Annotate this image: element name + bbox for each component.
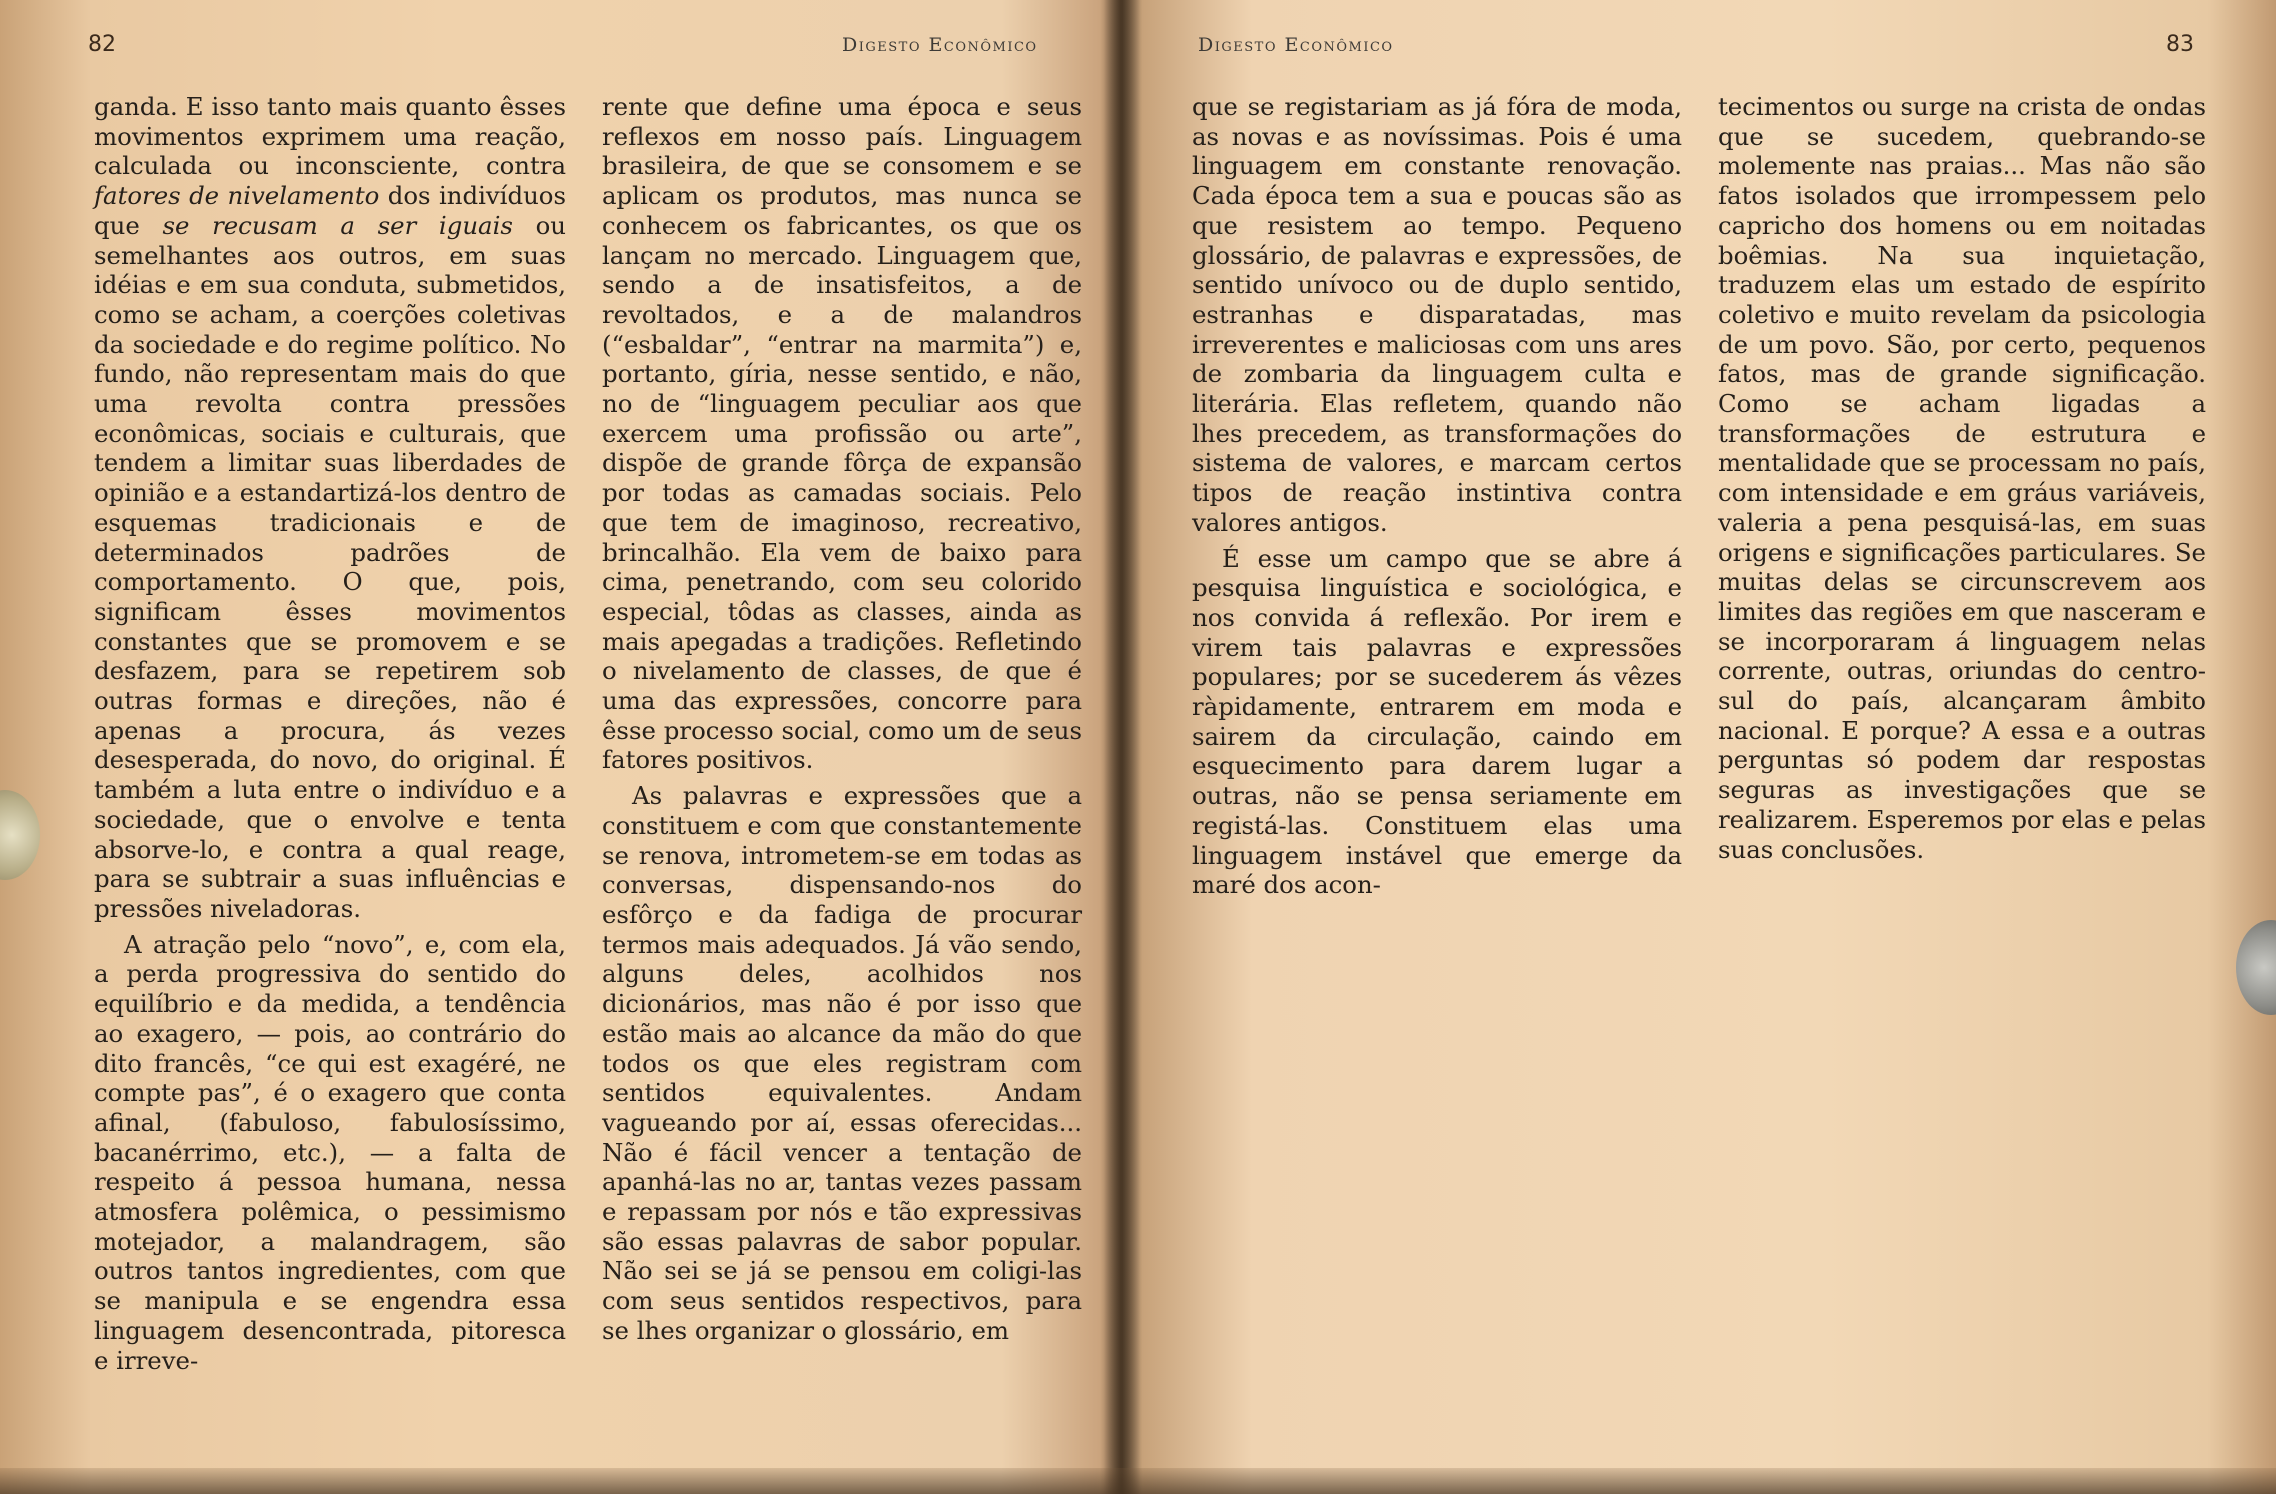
page-number-left: 82 [88,32,116,57]
left-column-1 [94,92,566,1375]
paragraph: É esse um campo que se abre á pesquisa linguística e sociológica, e nos convida á reflexão. Por irem e virem tais palavras e expressões populares; por se sucederem ás vêzes ràpidamente, entrarem em moda e sairem da circulação, caindo em esquecimento para darem lugar a outras, não se pensa seriamente em registá-las. Constituem elas uma linguagem instável que emerge da maré dos acon- [1192,543,1682,900]
paragraph: As palavras e expressões que a constituem e com que constantemente se renova, intrometem-se em todas as conversas, dispensando-nos do esfôrço e da fadiga de procurar termos mais adequados. Já vão sendo, alguns deles, acolhidos nos dicionários, mas não é por isso que estão mais ao alcance da mão do que todos os que eles registram com sentidos equivalentes. Andam vagueando por aí, essas oferecidas... Não é fácil vencer a tentação de apanhá-las no ar, tantas vezes passam e repassam por nós e tão expressivas são essas palavras de sabor popular. Não sei se já se pensou em coligi-las com seus sentidos respectivos, para se lhes organizar o glossário, em [602,781,1082,1345]
paragraph: rente que define uma época e seus reflexos em nosso país. Linguagem brasileira, de que se consomem e se aplicam os produtos, mas nunca se conhecem os fabricantes, os que os lançam no mercado. Linguagem que, sendo a de insatisfeitos, a de revoltados, e a de malandros (“esbaldar”, “entrar na marmita”) e, portanto, gíria, nesse sentido, e não, no de “linguagem peculiar aos que exercem uma profissão ou arte”, dispõe de grande fôrça de expansão por todas as camadas sociais. Pelo que tem de imaginoso, recreativo, brincalhão. Ela vem de baixo para cima, penetrando, com seu colorido especial, tôdas as classes, ainda as mais apegadas a tradições. Refletindo o nivelamento de classes, de que é uma das expressões, concorre para êsse processo social, como um de seus fatores positivos. [602,92,1082,775]
paragraph: que se registariam as já fóra de moda, as novas e as novíssimas. Pois é uma linguagem em constante renovação. Cada época tem a sua e poucas são as que resistem ao tempo. Pequeno glossário, de palavras e expressões, de sentido unívoco ou de duplo sentido, estranhas e disparatadas, mas irreverentes e maliciosas com uns ares de zombaria da linguagem culta e literária. Elas refletem, quando não lhes precedem, as transformações do sistema de valores, e marcam certos tipos de reação instintiva contra valores antigos. [1192,92,1682,537]
emphasis-text: fatores de nivelamento [94,181,380,211]
page-bottom-edge [0,1468,2276,1494]
running-head-right: Digesto Econômico [1198,34,1394,56]
paragraph: ganda. E isso tanto mais quanto êsses movimentos exprimem uma reação, calculada ou inconsciente, contra fatores de nivelamento dos indivíduos que se recusam a ser iguais ou semelhantes aos outros, em suas idéias e em sua conduta, submetidos, como se acham, a coerções coletivas da sociedade e do regime político. No fundo, não representam mais do que uma revolta contra pressões econômicas, sociais e culturais, que tendem a limitar suas liberdades de opinião e a estandartizá-los dentro de esquemas tradicionais e de determinados padrões de comportamento. O que, pois, significam êsses movimentos constantes que se promovem e se desfazem, para se repetirem sob outras formas e direções, não é apenas a procura, ás vezes desesperada, do novo, do original. É também a luta entre o indivíduo e a sociedade, que o envolve e tenta absorve-lo, e contra a qual reage, para se subtrair a suas influências e pressões niveladoras. [94,92,566,923]
right-column-1 [1192,92,1682,900]
right-page [1130,0,2276,1494]
left-column-2 [602,92,1082,1346]
page-number-right: 83 [2166,32,2194,57]
running-head-left: Digesto Econômico [842,34,1038,56]
right-column-2 [1718,92,2206,864]
paragraph: tecimentos ou surge na crista de ondas que se sucedem, quebrando-se molemente nas praias... Mas não são fatos isolados que irrompessem pelo capricho dos homens ou em noitadas boêmias. Na sua inquietação, traduzem elas um estado de espírito coletivo e muito revelam da psicologia de um povo. São, por certo, pequenos fatos, mas de grande significação. Como se acham ligadas a transformações de estrutura e mentalidade que se processam no país, com intensidade e em gráus variáveis, valeria a pena pesquisá-las, em suas origens e significações particulares. Se muitas delas se circunscrevem aos limites das regiões em que nasceram e se incorporaram á linguagem nelas corrente, outras, oriundas do centro-sul do país, alcançaram âmbito nacional. E porque? A essa e a outras perguntas só podem dar respostas seguras as investigações que se realizarem. Esperemos por elas e pelas suas conclusões. [1718,92,2206,864]
paragraph: A atração pelo “novo”, e, com ela, a perda progressiva do sentido do equilíbrio e da medida, a tendência ao exagero, — pois, ao contrário do dito francês, “ce qui est exagéré, ne compte pas”, é o exagero que conta afinal, (fabuloso, fabulosíssimo, bacanérrimo, etc.), — a falta de respeito á pessoa humana, nessa atmosfera polêmica, o pessimismo motejador, a malandragem, são outros tantos ingredientes, com que se manipula e se engendra essa linguagem desencontrada, pitoresca e irreve- [94,929,566,1375]
emphasis-text: se recusam a ser iguais [162,210,513,240]
left-page [0,0,1120,1494]
